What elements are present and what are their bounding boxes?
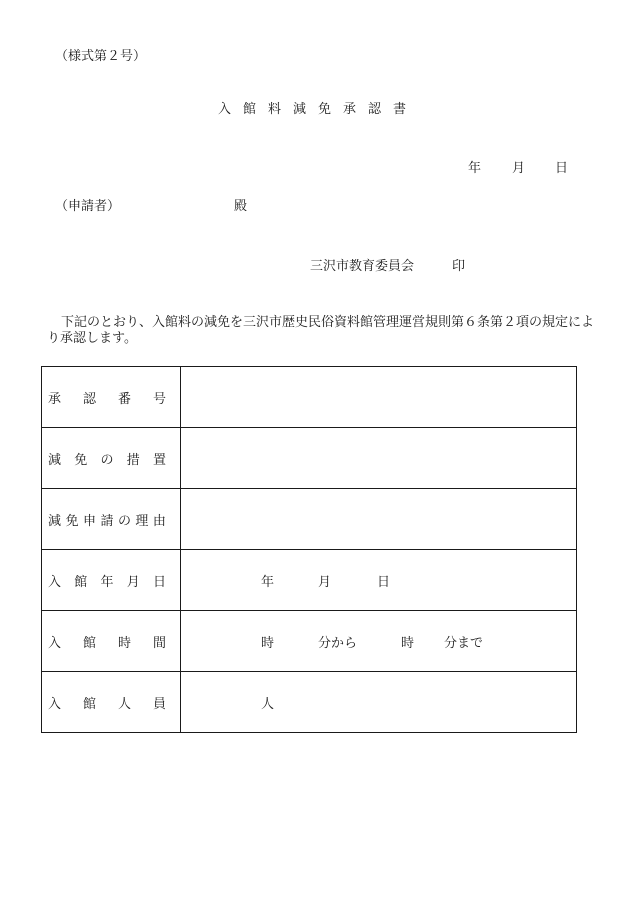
label-char: 館 — [82, 696, 96, 712]
label-char: 館 — [82, 635, 96, 651]
label-char: 由 — [152, 513, 166, 529]
unit-year: 年 — [261, 574, 275, 590]
table-row — [42, 672, 577, 733]
reduction-measure-field[interactable] — [181, 428, 577, 489]
label-char: 免 — [74, 452, 88, 468]
seal-mark: 印 — [452, 259, 466, 274]
label-char: 免 — [65, 513, 79, 529]
honorific: 殿 — [234, 199, 248, 214]
label-char: の — [100, 452, 114, 468]
unit-day: 日 — [377, 574, 391, 590]
approval-table — [41, 366, 577, 733]
approval-statement: 下記のとおり、入館料の減免を三沢市歴史民俗資料館管理運営規則第６条第２項の規定により承認します。 — [47, 315, 595, 346]
unit-hour-to: 時 — [401, 635, 415, 651]
unit-minute-from: 分から — [318, 635, 358, 651]
form-number: （様式第２号） — [55, 49, 147, 64]
label-char: 間 — [152, 635, 166, 651]
label-char: 理 — [135, 513, 149, 529]
row-label — [42, 489, 181, 550]
approval-number-field[interactable] — [181, 367, 577, 428]
row-label — [42, 428, 181, 489]
label-char: 館 — [74, 574, 88, 590]
applicant-label: （申請者） — [55, 199, 121, 214]
label-char: 番 — [117, 391, 131, 407]
row-label — [42, 611, 181, 672]
label-char: 申 — [82, 513, 96, 529]
date-year: 年 — [468, 161, 482, 176]
unit-hour-from: 時 — [261, 635, 275, 651]
label-char: 請 — [100, 513, 114, 529]
label-char: 措 — [126, 452, 140, 468]
label-char: 月 — [126, 574, 140, 590]
label-char: 減 — [48, 452, 62, 468]
label-char: 承 — [48, 391, 62, 407]
table-row — [42, 611, 577, 672]
row-label — [42, 550, 181, 611]
label-char: 減 — [48, 513, 62, 529]
label-char: 人 — [117, 696, 131, 712]
issue-date — [468, 161, 568, 177]
row-label — [42, 367, 181, 428]
label-char: 認 — [82, 391, 96, 407]
unit-minute-to: 分まで — [444, 635, 484, 651]
label-char: 員 — [152, 696, 166, 712]
label-char: 日 — [152, 574, 166, 590]
issuer-name: 三沢市教育委員会 — [310, 259, 415, 274]
label-char: 入 — [48, 574, 62, 590]
visitor-count-field[interactable] — [181, 672, 577, 733]
label-char: 入 — [48, 696, 62, 712]
document-title-text: 入館料減免承認書 — [217, 102, 418, 117]
label-char: の — [117, 513, 131, 529]
row-label — [42, 672, 181, 733]
document-title — [0, 102, 630, 118]
date-day: 日 — [555, 161, 569, 176]
label-char: 年 — [100, 574, 114, 590]
table-row — [42, 428, 577, 489]
label-char: 号 — [152, 391, 166, 407]
date-month: 月 — [512, 161, 526, 176]
label-char: 置 — [152, 452, 166, 468]
unit-month: 月 — [318, 574, 332, 590]
reduction-reason-field[interactable] — [181, 489, 577, 550]
label-char: 入 — [48, 635, 62, 651]
table-row — [42, 550, 577, 611]
table-row — [42, 489, 577, 550]
unit-people: 人 — [261, 696, 275, 712]
label-char: 時 — [117, 635, 131, 651]
entry-date-field[interactable] — [181, 550, 577, 611]
table-row — [42, 367, 577, 428]
entry-time-field[interactable] — [181, 611, 577, 672]
